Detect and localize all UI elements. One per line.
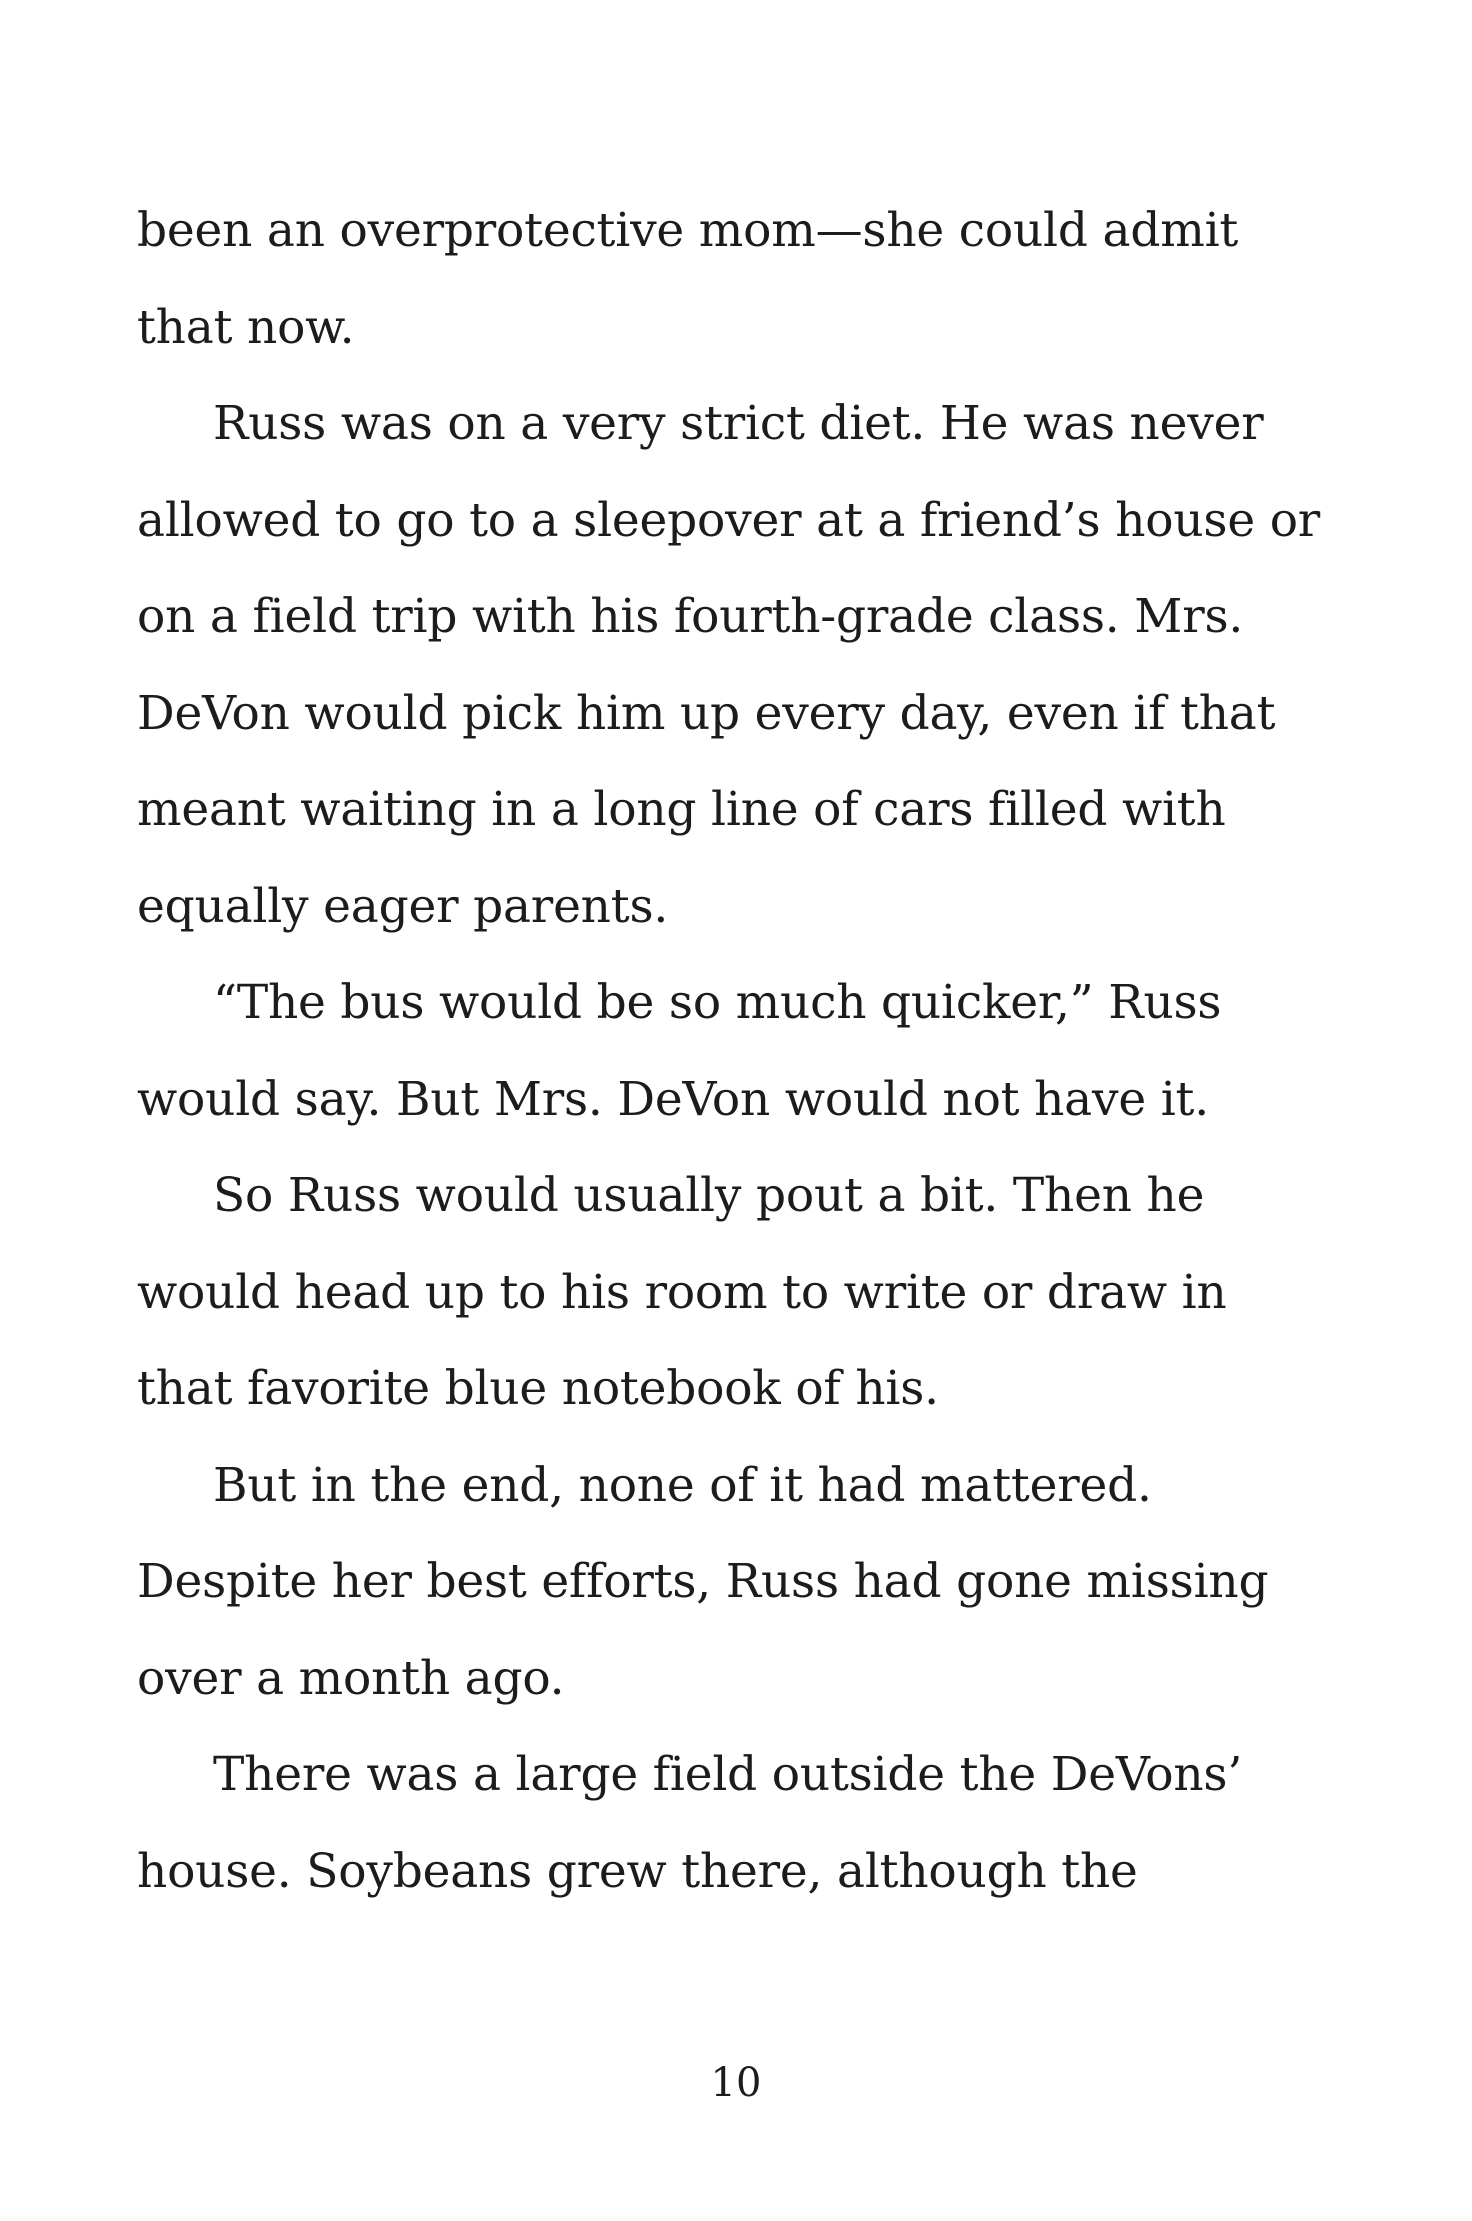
text-line: Despite her best efforts, Russ had gone missing xyxy=(137,1554,1269,1609)
text-line: equally eager parents. xyxy=(137,878,669,934)
text-line: that now. xyxy=(137,299,355,355)
text-line: Russ was on a very strict diet. He was never xyxy=(213,396,1264,451)
text-line: house. Soybeans grew there, although the xyxy=(137,1843,1138,1899)
text-line: would head up to his room to write or draw in xyxy=(137,1264,1227,1320)
text-line: “The bus would be so much quicker,” Russ xyxy=(213,975,1222,1030)
text-line: over a month ago. xyxy=(137,1650,565,1706)
text-line: So Russ would usually pout a bit. Then he xyxy=(213,1168,1205,1223)
text-line: There was a large field outside the DeVons’ xyxy=(213,1747,1243,1802)
text-line: allowed to go to a sleepover at a friend’s house or xyxy=(137,492,1321,548)
text-line: But in the end, none of it had mattered. xyxy=(213,1457,1152,1513)
body-text xyxy=(137,183,1337,1920)
text-line: that favorite blue notebook of his. xyxy=(137,1361,939,1416)
text-line: would say. But Mrs. DeVon would not have it. xyxy=(137,1071,1209,1127)
page-number: 10 xyxy=(710,2060,762,2106)
text-line: meant waiting in a long line of cars filled with xyxy=(137,782,1226,837)
text-line: DeVon would pick him up every day, even if that xyxy=(137,685,1276,741)
text-line: been an overprotective mom—she could admit xyxy=(137,203,1239,258)
text-line: on a field trip with his fourth-grade class. Mrs. xyxy=(137,589,1244,644)
